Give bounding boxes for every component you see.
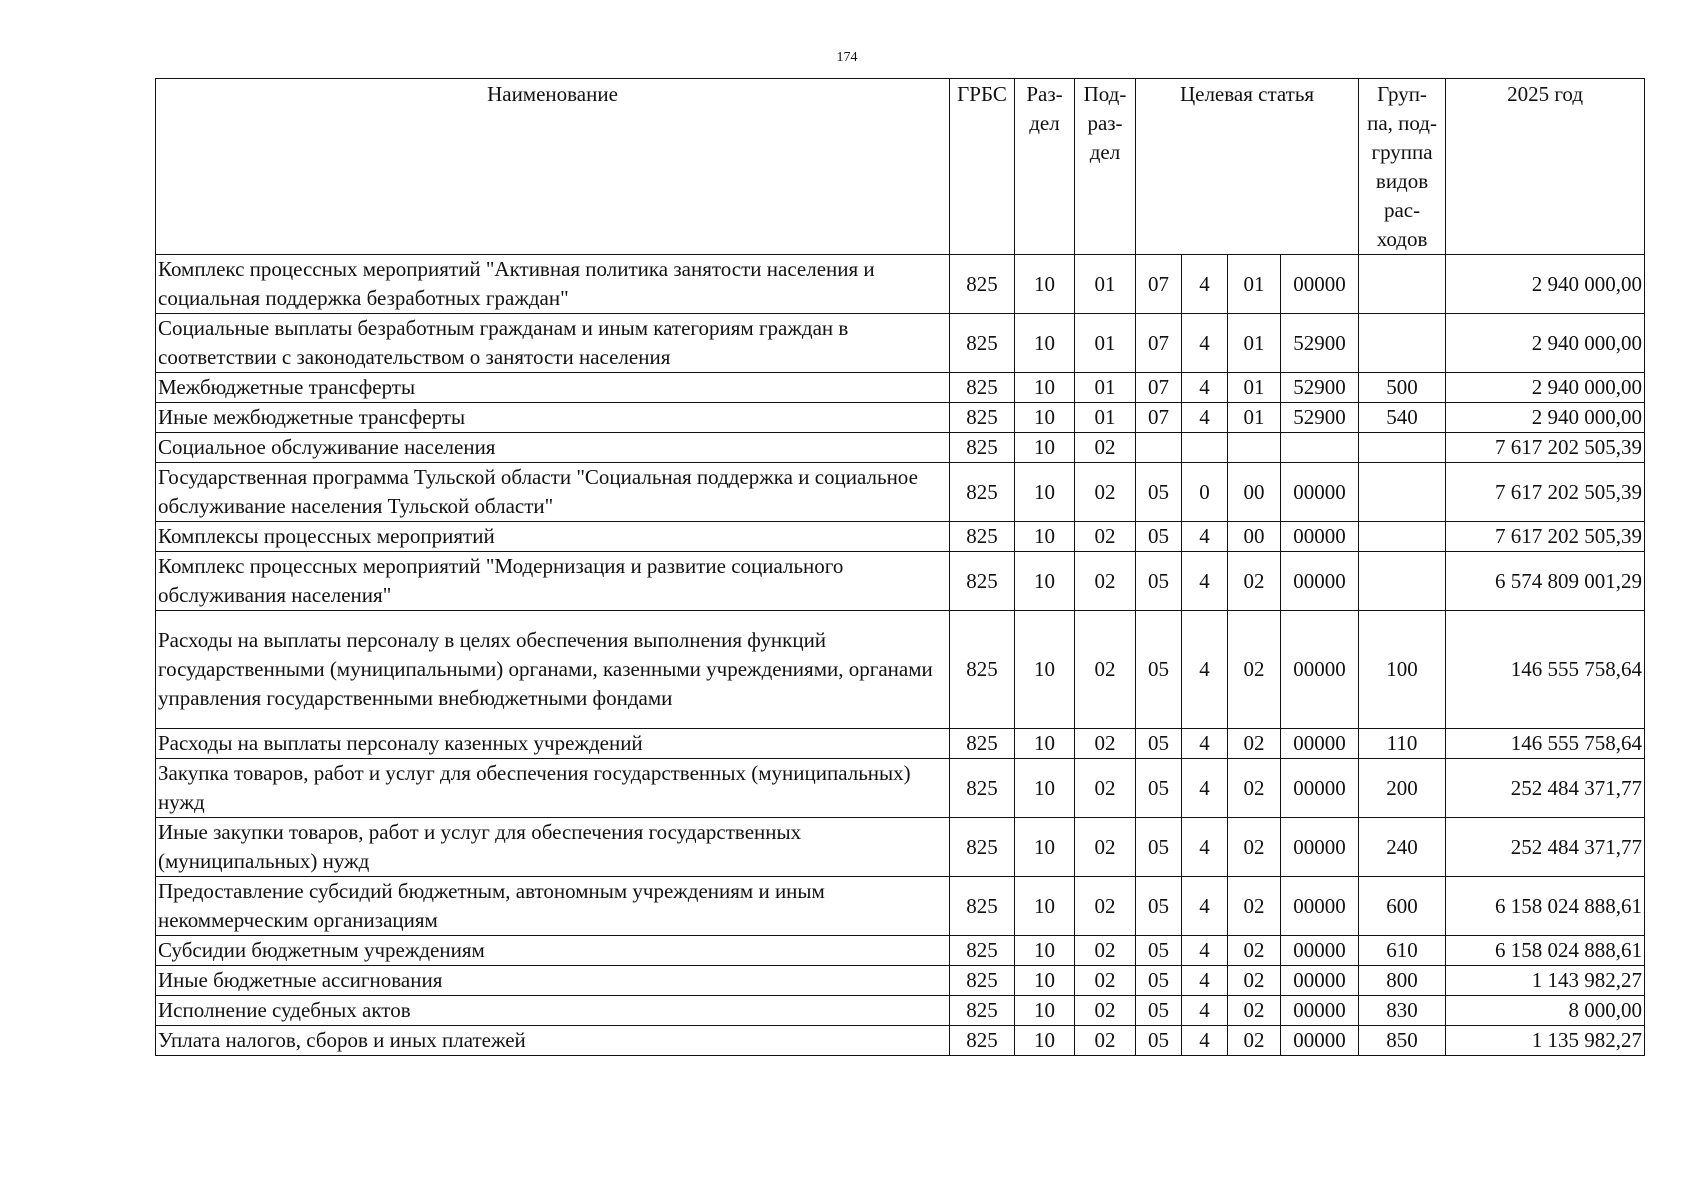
target-program-cell: [1136, 433, 1182, 463]
razdel-cell: 10: [1015, 1026, 1075, 1056]
podrazdel-cell: 02: [1075, 966, 1136, 996]
expense-group-cell: [1359, 552, 1446, 611]
razdel-cell: 10: [1015, 255, 1075, 314]
target-direction-cell: 00000: [1281, 522, 1359, 552]
razdel-cell: 10: [1015, 877, 1075, 936]
table-row: [156, 522, 1645, 552]
target-subprogram-cell: 01: [1228, 255, 1281, 314]
target-direction-cell: 00000: [1281, 966, 1359, 996]
amount-cell: 1 135 982,27: [1446, 1026, 1645, 1056]
grbs-cell: 825: [950, 373, 1015, 403]
expense-group-cell: [1359, 255, 1446, 314]
expense-group-cell: 600: [1359, 877, 1446, 936]
target-program-cell: 07: [1136, 255, 1182, 314]
expense-group-cell: [1359, 522, 1446, 552]
target-program-cell: 05: [1136, 966, 1182, 996]
razdel-cell: 10: [1015, 552, 1075, 611]
grbs-cell: 825: [950, 996, 1015, 1026]
amount-cell: 252 484 371,77: [1446, 759, 1645, 818]
row-name-cell: Расходы на выплаты персоналу в целях обеспечения выполнения функций государственными (муниципальными) органами, казенными учреждениями, органами управления государственными внебюджетными фондами: [156, 611, 950, 729]
table-row: [156, 877, 1645, 936]
grbs-cell: 825: [950, 611, 1015, 729]
target-type-cell: 4: [1182, 966, 1228, 996]
table-row: [156, 996, 1645, 1026]
podrazdel-cell: 01: [1075, 314, 1136, 373]
row-name-cell: Исполнение судебных актов: [156, 996, 950, 1026]
header-razdel: Раз- дел: [1015, 79, 1075, 255]
table-row: [156, 552, 1645, 611]
target-program-cell: 05: [1136, 759, 1182, 818]
razdel-cell: 10: [1015, 314, 1075, 373]
expense-group-cell: 500: [1359, 373, 1446, 403]
table-row: [156, 403, 1645, 433]
amount-cell: 252 484 371,77: [1446, 818, 1645, 877]
target-subprogram-cell: 02: [1228, 818, 1281, 877]
table-row: [156, 966, 1645, 996]
amount-cell: 7 617 202 505,39: [1446, 522, 1645, 552]
target-program-cell: 07: [1136, 403, 1182, 433]
target-direction-cell: 00000: [1281, 936, 1359, 966]
expense-group-cell: 610: [1359, 936, 1446, 966]
table-header-row: [156, 79, 1645, 255]
target-type-cell: 0: [1182, 463, 1228, 522]
target-type-cell: 4: [1182, 255, 1228, 314]
target-subprogram-cell: 02: [1228, 966, 1281, 996]
target-direction-cell: 00000: [1281, 463, 1359, 522]
table-row: [156, 463, 1645, 522]
row-name-cell: Уплата налогов, сборов и иных платежей: [156, 1026, 950, 1056]
amount-cell: 6 574 809 001,29: [1446, 552, 1645, 611]
razdel-cell: 10: [1015, 759, 1075, 818]
table-row: [156, 433, 1645, 463]
target-subprogram-cell: 00: [1228, 522, 1281, 552]
target-direction-cell: 00000: [1281, 877, 1359, 936]
header-podrazdel: Под- раз- дел: [1075, 79, 1136, 255]
table-row: [156, 936, 1645, 966]
podrazdel-cell: 02: [1075, 1026, 1136, 1056]
target-program-cell: 05: [1136, 611, 1182, 729]
podrazdel-cell: 02: [1075, 759, 1136, 818]
target-subprogram-cell: 02: [1228, 729, 1281, 759]
target-type-cell: 4: [1182, 314, 1228, 373]
target-direction-cell: 00000: [1281, 552, 1359, 611]
target-direction-cell: 00000: [1281, 818, 1359, 877]
header-name: Наименование: [156, 79, 950, 255]
target-direction-cell: [1281, 433, 1359, 463]
expense-group-cell: 850: [1359, 1026, 1446, 1056]
target-type-cell: 4: [1182, 373, 1228, 403]
row-name-cell: Субсидии бюджетным учреждениям: [156, 936, 950, 966]
budget-table: [155, 78, 1645, 1056]
target-type-cell: 4: [1182, 729, 1228, 759]
target-program-cell: 07: [1136, 314, 1182, 373]
target-subprogram-cell: 01: [1228, 314, 1281, 373]
target-subprogram-cell: 02: [1228, 611, 1281, 729]
amount-cell: 6 158 024 888,61: [1446, 877, 1645, 936]
target-program-cell: 05: [1136, 936, 1182, 966]
razdel-cell: 10: [1015, 996, 1075, 1026]
target-direction-cell: 00000: [1281, 729, 1359, 759]
row-name-cell: Межбюджетные трансферты: [156, 373, 950, 403]
row-name-cell: Социальные выплаты безработным гражданам и иным категориям граждан в соответствии с законодательством о занятости населения: [156, 314, 950, 373]
table-row: [156, 729, 1645, 759]
razdel-cell: 10: [1015, 522, 1075, 552]
target-subprogram-cell: 02: [1228, 759, 1281, 818]
target-subprogram-cell: 02: [1228, 936, 1281, 966]
grbs-cell: 825: [950, 966, 1015, 996]
razdel-cell: 10: [1015, 966, 1075, 996]
target-program-cell: 05: [1136, 877, 1182, 936]
target-type-cell: 4: [1182, 1026, 1228, 1056]
table-body: [156, 255, 1645, 1056]
target-subprogram-cell: 01: [1228, 403, 1281, 433]
page-number: 174: [836, 50, 858, 65]
podrazdel-cell: 02: [1075, 818, 1136, 877]
target-type-cell: 4: [1182, 611, 1228, 729]
razdel-cell: 10: [1015, 403, 1075, 433]
amount-cell: 2 940 000,00: [1446, 373, 1645, 403]
target-direction-cell: 52900: [1281, 403, 1359, 433]
razdel-cell: 10: [1015, 611, 1075, 729]
header-grbs: ГРБС: [950, 79, 1015, 255]
target-direction-cell: 00000: [1281, 611, 1359, 729]
razdel-cell: 10: [1015, 729, 1075, 759]
amount-cell: 8 000,00: [1446, 996, 1645, 1026]
expense-group-cell: 240: [1359, 818, 1446, 877]
target-subprogram-cell: 00: [1228, 463, 1281, 522]
target-type-cell: 4: [1182, 759, 1228, 818]
row-name-cell: Иные бюджетные ассигнования: [156, 966, 950, 996]
table-row: [156, 611, 1645, 729]
target-subprogram-cell: 02: [1228, 1026, 1281, 1056]
grbs-cell: 825: [950, 1026, 1015, 1056]
grbs-cell: 825: [950, 759, 1015, 818]
expense-group-cell: 100: [1359, 611, 1446, 729]
expense-group-cell: 540: [1359, 403, 1446, 433]
expense-group-cell: 200: [1359, 759, 1446, 818]
grbs-cell: 825: [950, 255, 1015, 314]
amount-cell: 6 158 024 888,61: [1446, 936, 1645, 966]
header-expense-group: Груп- па, под- группа видов рас- ходов: [1359, 79, 1446, 255]
table-row: [156, 255, 1645, 314]
target-subprogram-cell: 02: [1228, 996, 1281, 1026]
target-type-cell: 4: [1182, 996, 1228, 1026]
podrazdel-cell: 01: [1075, 255, 1136, 314]
target-subprogram-cell: [1228, 433, 1281, 463]
target-subprogram-cell: 01: [1228, 373, 1281, 403]
target-program-cell: 05: [1136, 552, 1182, 611]
table-row: [156, 818, 1645, 877]
podrazdel-cell: 02: [1075, 463, 1136, 522]
row-name-cell: Предоставление субсидий бюджетным, автономным учреждениям и иным некоммерческим организациям: [156, 877, 950, 936]
podrazdel-cell: 02: [1075, 936, 1136, 966]
grbs-cell: 825: [950, 552, 1015, 611]
target-type-cell: 4: [1182, 522, 1228, 552]
expense-group-cell: 830: [1359, 996, 1446, 1026]
expense-group-cell: [1359, 314, 1446, 373]
grbs-cell: 825: [950, 522, 1015, 552]
table-row: [156, 373, 1645, 403]
target-program-cell: 07: [1136, 373, 1182, 403]
target-direction-cell: 52900: [1281, 373, 1359, 403]
target-direction-cell: 00000: [1281, 996, 1359, 1026]
target-direction-cell: 00000: [1281, 1026, 1359, 1056]
grbs-cell: 825: [950, 463, 1015, 522]
amount-cell: 2 940 000,00: [1446, 255, 1645, 314]
row-name-cell: Иные межбюджетные трансферты: [156, 403, 950, 433]
row-name-cell: Социальное обслуживание населения: [156, 433, 950, 463]
podrazdel-cell: 02: [1075, 611, 1136, 729]
expense-group-cell: [1359, 463, 1446, 522]
podrazdel-cell: 01: [1075, 403, 1136, 433]
amount-cell: 1 143 982,27: [1446, 966, 1645, 996]
header-target-article: Целевая статья: [1136, 79, 1359, 255]
target-type-cell: 4: [1182, 403, 1228, 433]
target-subprogram-cell: 02: [1228, 552, 1281, 611]
table-row: [156, 314, 1645, 373]
target-type-cell: 4: [1182, 818, 1228, 877]
table-row: [156, 759, 1645, 818]
amount-cell: 2 940 000,00: [1446, 403, 1645, 433]
target-program-cell: 05: [1136, 818, 1182, 877]
target-type-cell: 4: [1182, 877, 1228, 936]
table-row: [156, 1026, 1645, 1056]
podrazdel-cell: 02: [1075, 877, 1136, 936]
row-name-cell: Расходы на выплаты персоналу казенных учреждений: [156, 729, 950, 759]
target-program-cell: 05: [1136, 522, 1182, 552]
razdel-cell: 10: [1015, 463, 1075, 522]
grbs-cell: 825: [950, 936, 1015, 966]
grbs-cell: 825: [950, 314, 1015, 373]
podrazdel-cell: 02: [1075, 433, 1136, 463]
podrazdel-cell: 02: [1075, 996, 1136, 1026]
target-type-cell: 4: [1182, 936, 1228, 966]
row-name-cell: Иные закупки товаров, работ и услуг для обеспечения государственных (муниципальных) нужд: [156, 818, 950, 877]
expense-group-cell: 800: [1359, 966, 1446, 996]
target-program-cell: 05: [1136, 996, 1182, 1026]
row-name-cell: Государственная программа Тульской области "Социальная поддержка и социальное обслуживание населения Тульской области": [156, 463, 950, 522]
amount-cell: 146 555 758,64: [1446, 729, 1645, 759]
target-subprogram-cell: 02: [1228, 877, 1281, 936]
podrazdel-cell: 02: [1075, 522, 1136, 552]
target-type-cell: 4: [1182, 552, 1228, 611]
row-name-cell: Комплекс процессных мероприятий "Модернизация и развитие социального обслуживания населения": [156, 552, 950, 611]
expense-group-cell: 110: [1359, 729, 1446, 759]
grbs-cell: 825: [950, 877, 1015, 936]
amount-cell: 7 617 202 505,39: [1446, 433, 1645, 463]
grbs-cell: 825: [950, 729, 1015, 759]
target-type-cell: [1182, 433, 1228, 463]
target-direction-cell: 52900: [1281, 314, 1359, 373]
podrazdel-cell: 02: [1075, 729, 1136, 759]
expense-group-cell: [1359, 433, 1446, 463]
grbs-cell: 825: [950, 403, 1015, 433]
header-year: 2025 год: [1446, 79, 1645, 255]
amount-cell: 2 940 000,00: [1446, 314, 1645, 373]
target-program-cell: 05: [1136, 729, 1182, 759]
target-direction-cell: 00000: [1281, 759, 1359, 818]
podrazdel-cell: 01: [1075, 373, 1136, 403]
amount-cell: 7 617 202 505,39: [1446, 463, 1645, 522]
razdel-cell: 10: [1015, 373, 1075, 403]
row-name-cell: Закупка товаров, работ и услуг для обеспечения государственных (муниципальных) нужд: [156, 759, 950, 818]
target-direction-cell: 00000: [1281, 255, 1359, 314]
amount-cell: 146 555 758,64: [1446, 611, 1645, 729]
target-program-cell: 05: [1136, 463, 1182, 522]
grbs-cell: 825: [950, 433, 1015, 463]
grbs-cell: 825: [950, 818, 1015, 877]
razdel-cell: 10: [1015, 818, 1075, 877]
row-name-cell: Комплекс процессных мероприятий "Активная политика занятости населения и социальная поддержка безработных граждан": [156, 255, 950, 314]
podrazdel-cell: 02: [1075, 552, 1136, 611]
razdel-cell: 10: [1015, 433, 1075, 463]
razdel-cell: 10: [1015, 936, 1075, 966]
row-name-cell: Комплексы процессных мероприятий: [156, 522, 950, 552]
target-program-cell: 05: [1136, 1026, 1182, 1056]
